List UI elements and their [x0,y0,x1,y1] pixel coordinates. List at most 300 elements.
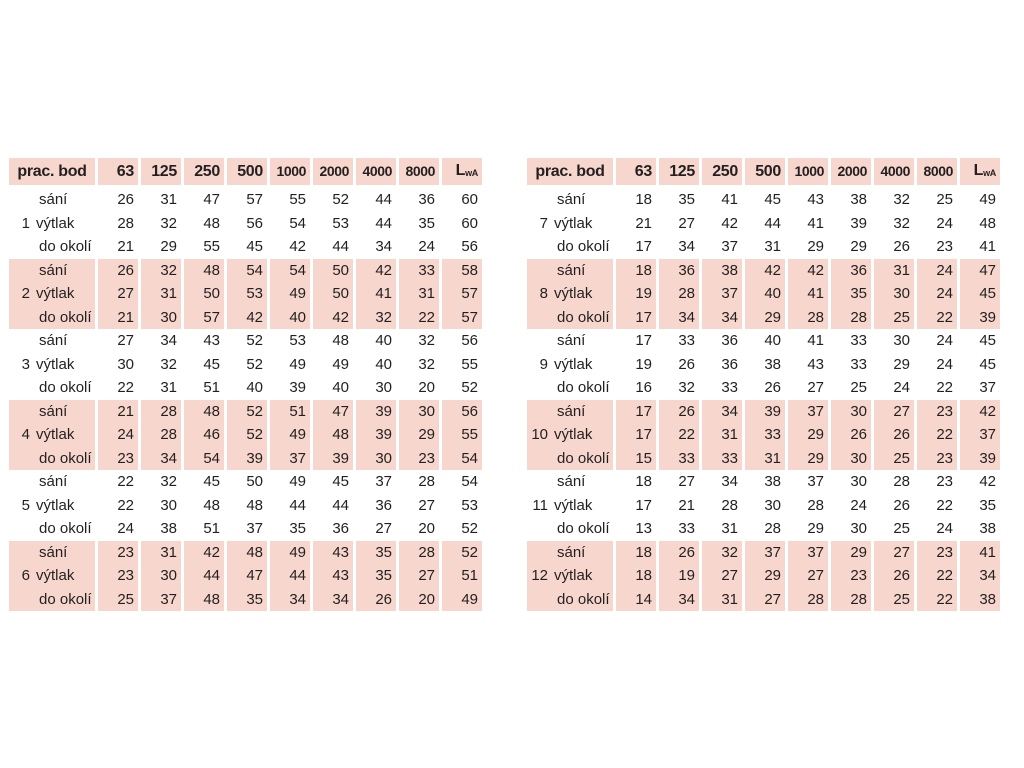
row-label [527,376,613,400]
value-cell: 30 [850,520,867,537]
position-label: sání [557,332,586,349]
value-cell: 22 [117,496,134,514]
value-cell: 49 [332,355,349,373]
point-number: 2 [21,285,30,302]
table-row [9,541,482,565]
table-row [9,517,482,541]
value-cell: 48 [203,214,220,232]
value-cell: 49 [289,473,306,490]
value-cell: 33 [659,447,699,471]
header-cell: 1000 [788,158,828,185]
value-cell: 28 [788,306,828,330]
value-cell: 22 [917,306,957,330]
table-row [527,188,1000,212]
value-cell: 39 [850,214,867,232]
value-cell: 37 [270,447,310,471]
value-cell: 56 [246,214,263,232]
row-label [9,212,95,236]
row-label [9,306,95,330]
value-cell: 52 [332,191,349,208]
value-cell: 33 [399,259,439,283]
value-cell: 24 [850,496,867,514]
header-cell: 63 [616,158,656,185]
value-cell: 23 [98,447,138,471]
point-number: 1 [21,214,30,232]
value-cell: 45 [203,473,220,490]
lwa-value-cell: 60 [461,191,478,208]
value-cell: 26 [893,496,910,514]
lwa-value-cell: 39 [960,447,1000,471]
value-cell: 35 [227,588,267,612]
value-cell: 27 [874,541,914,565]
value-cell: 21 [635,214,652,232]
table-row [9,423,482,447]
header-cell-lwa [960,158,1000,185]
value-cell: 35 [356,564,396,588]
row-label [9,541,95,565]
value-cell: 26 [356,588,396,612]
position-label: výtlak [36,567,75,584]
value-cell: 28 [141,400,181,424]
position-label: do okolí [39,449,92,467]
value-cell: 29 [893,355,910,373]
value-cell: 27 [375,520,392,537]
table-row [9,235,482,259]
table-row [527,376,1000,400]
lwa-value-cell: 37 [960,423,1000,447]
value-cell: 51 [203,379,220,396]
value-cell: 26 [874,423,914,447]
lwa-value-cell: 41 [960,541,1000,565]
value-cell: 31 [745,447,785,471]
value-cell: 24 [917,282,957,306]
value-cell: 16 [635,379,652,396]
header-cell: 125 [659,158,699,185]
row-label [9,353,95,377]
value-cell: 30 [375,379,392,396]
lwa-value-cell: 45 [979,355,996,373]
lwa-sub: wA [465,168,478,178]
row-label [9,188,95,212]
position-label: do okolí [557,379,610,396]
point-number: 3 [21,355,30,373]
value-cell: 40 [332,379,349,396]
row-label [527,306,613,330]
value-cell: 33 [745,423,785,447]
value-cell: 46 [184,423,224,447]
value-cell: 30 [141,306,181,330]
row-label [527,329,613,353]
value-cell: 37 [246,520,263,537]
value-cell: 39 [745,400,785,424]
value-cell: 27 [678,473,695,490]
value-cell: 36 [332,520,349,537]
value-cell: 26 [893,238,910,255]
value-cell: 26 [659,400,699,424]
value-cell: 36 [659,259,699,283]
value-cell: 47 [203,191,220,208]
value-cell: 27 [399,564,439,588]
value-cell: 32 [356,306,396,330]
point-group [9,470,482,541]
header-cell: 8000 [399,158,439,185]
value-cell: 19 [635,355,652,373]
row-label [9,235,95,259]
position-label: do okolí [557,238,610,255]
value-cell: 25 [850,379,867,396]
value-cell: 28 [117,214,134,232]
point-number: 4 [21,426,30,443]
lwa-value-cell: 58 [442,259,482,283]
value-cell: 27 [702,564,742,588]
value-cell: 43 [807,355,824,373]
row-label [527,541,613,565]
header-cell: 500 [745,158,785,185]
value-cell: 41 [807,214,824,232]
value-cell: 29 [807,238,824,255]
value-cell: 29 [850,238,867,255]
value-cell: 51 [270,400,310,424]
header-cell: 500 [227,158,267,185]
value-cell: 55 [289,191,306,208]
value-cell: 28 [418,473,435,490]
value-cell: 18 [616,564,656,588]
value-cell: 50 [184,282,224,306]
value-cell: 42 [313,306,353,330]
position-label: sání [39,261,68,279]
value-cell: 44 [270,564,310,588]
value-cell: 21 [98,400,138,424]
value-cell: 38 [160,520,177,537]
value-cell: 40 [764,332,781,349]
header-cell: 2000 [313,158,353,185]
lwa-value-cell: 38 [960,588,1000,612]
row-label [9,470,95,494]
value-cell: 45 [332,473,349,490]
row-label [9,400,95,424]
value-cell: 33 [678,332,695,349]
table-row [9,564,482,588]
value-cell: 43 [203,332,220,349]
value-cell: 54 [184,447,224,471]
table-header [9,158,482,188]
value-cell: 28 [764,520,781,537]
value-cell: 34 [160,332,177,349]
value-cell: 24 [98,423,138,447]
value-cell: 42 [356,259,396,283]
table-row [527,447,1000,471]
value-cell: 29 [160,238,177,255]
value-cell: 31 [160,191,177,208]
row-label [527,588,613,612]
row-label [527,423,613,447]
value-cell: 27 [745,588,785,612]
value-cell: 40 [246,379,263,396]
value-cell: 53 [289,332,306,349]
value-cell: 30 [399,400,439,424]
value-cell: 42 [289,238,306,255]
value-cell: 17 [635,496,652,514]
point-group [9,541,482,612]
value-cell: 29 [788,447,828,471]
row-label [9,564,95,588]
value-cell: 42 [788,259,828,283]
table-row [527,329,1000,353]
position-label: do okolí [557,590,610,608]
table-row [527,306,1000,330]
value-cell: 42 [184,541,224,565]
row-label [527,564,613,588]
value-cell: 48 [227,541,267,565]
value-cell: 37 [141,588,181,612]
value-cell: 24 [418,238,435,255]
value-cell: 35 [678,191,695,208]
value-cell: 45 [764,191,781,208]
value-cell: 34 [721,473,738,490]
value-cell: 57 [246,191,263,208]
table-row [527,564,1000,588]
point-group [527,259,1000,330]
value-cell: 34 [141,447,181,471]
value-cell: 32 [418,355,435,373]
value-cell: 19 [616,282,656,306]
value-cell: 30 [117,355,134,373]
value-cell: 40 [375,332,392,349]
table-row [9,306,482,330]
position-label: sání [39,543,68,561]
value-cell: 30 [141,564,181,588]
value-cell: 52 [246,332,263,349]
value-cell: 24 [936,332,953,349]
lwa-value-cell: 42 [979,473,996,490]
point-group [9,259,482,330]
position-label: sání [557,402,586,420]
row-label [527,517,613,541]
table-row [9,470,482,494]
table-row [9,376,482,400]
header-cell: 63 [98,158,138,185]
value-cell: 17 [635,238,652,255]
value-cell: 17 [635,332,652,349]
value-cell: 26 [117,191,134,208]
header-cell: 8000 [917,158,957,185]
header-cell: 1000 [270,158,310,185]
row-label [527,259,613,283]
value-cell: 26 [659,541,699,565]
row-label [9,423,95,447]
value-cell: 44 [375,214,392,232]
point-number: 10 [531,426,548,443]
value-cell: 41 [356,282,396,306]
value-cell: 24 [936,214,953,232]
value-cell: 32 [160,355,177,373]
value-cell: 37 [745,541,785,565]
position-label: výtlak [554,496,593,514]
value-cell: 42 [745,259,785,283]
value-cell: 48 [332,332,349,349]
value-cell: 22 [936,496,953,514]
value-cell: 48 [184,259,224,283]
position-label: výtlak [554,355,593,373]
lwa-value-cell: 55 [461,355,478,373]
row-label [9,517,95,541]
row-label [9,259,95,283]
value-cell: 37 [375,473,392,490]
value-cell: 17 [616,306,656,330]
value-cell: 34 [678,238,695,255]
value-cell: 23 [98,541,138,565]
row-label [9,282,95,306]
lwa-value-cell: 39 [960,306,1000,330]
row-label [527,235,613,259]
value-cell: 18 [635,473,652,490]
value-cell: 26 [874,564,914,588]
value-cell: 17 [616,400,656,424]
point-number: 7 [539,214,548,232]
value-cell: 23 [917,400,957,424]
value-cell: 37 [702,282,742,306]
value-cell: 21 [98,306,138,330]
header-cell: 4000 [356,158,396,185]
value-cell: 53 [227,282,267,306]
header-cell: 250 [702,158,742,185]
value-cell: 54 [270,259,310,283]
lwa-value-cell: 52 [461,520,478,537]
value-cell: 29 [807,520,824,537]
value-cell: 22 [117,473,134,490]
lwa-value-cell: 37 [979,379,996,396]
value-cell: 43 [313,564,353,588]
value-cell: 30 [356,447,396,471]
value-cell: 54 [289,214,306,232]
value-cell: 44 [764,214,781,232]
position-label: sání [557,473,586,490]
position-label: výtlak [36,496,75,514]
value-cell: 29 [788,423,828,447]
value-cell: 27 [874,400,914,424]
value-cell: 25 [874,306,914,330]
value-cell: 49 [270,423,310,447]
value-cell: 44 [375,191,392,208]
value-cell: 30 [160,496,177,514]
value-cell: 33 [721,379,738,396]
value-cell: 24 [117,520,134,537]
position-label: sání [557,543,586,561]
table-row [527,517,1000,541]
position-label: do okolí [557,449,610,467]
value-cell: 36 [721,355,738,373]
value-cell: 24 [917,259,957,283]
value-cell: 34 [702,400,742,424]
point-number: 5 [21,496,30,514]
value-cell: 18 [616,541,656,565]
position-label: výtlak [36,355,75,373]
value-cell: 22 [917,588,957,612]
value-cell: 18 [635,191,652,208]
table-row [527,282,1000,306]
position-label: do okolí [39,520,92,537]
value-cell: 41 [721,191,738,208]
value-cell: 39 [356,423,396,447]
value-cell: 44 [184,564,224,588]
value-cell: 26 [764,379,781,396]
value-cell: 29 [831,541,871,565]
value-cell: 50 [246,473,263,490]
value-cell: 53 [332,214,349,232]
value-cell: 23 [936,473,953,490]
value-cell: 41 [807,332,824,349]
value-cell: 34 [659,306,699,330]
value-cell: 26 [98,259,138,283]
table-row [9,494,482,518]
row-label [527,212,613,236]
position-label: výtlak [554,214,593,232]
value-cell: 34 [313,588,353,612]
value-cell: 39 [313,447,353,471]
lwa-value-cell: 38 [979,520,996,537]
lwa-main: L [973,162,984,179]
value-cell: 23 [917,447,957,471]
point-group [527,541,1000,612]
value-cell: 22 [936,379,953,396]
value-cell: 30 [850,473,867,490]
value-cell: 22 [917,423,957,447]
value-cell: 28 [721,496,738,514]
value-cell: 28 [399,541,439,565]
lwa-value-cell: 47 [960,259,1000,283]
lwa-value-cell: 34 [960,564,1000,588]
lwa-value-cell: 45 [960,282,1000,306]
header-cell: prac. bod [527,158,613,185]
value-cell: 38 [764,355,781,373]
table-row [527,541,1000,565]
table-row [527,212,1000,236]
noise-table-left [6,158,485,611]
value-cell: 42 [227,306,267,330]
table-row [527,470,1000,494]
value-cell: 25 [893,520,910,537]
point-number: 6 [21,567,30,584]
value-cell: 30 [831,400,871,424]
value-cell: 23 [917,541,957,565]
lwa-value-cell: 55 [442,423,482,447]
lwa-main: L [455,162,466,179]
table-row [527,588,1000,612]
value-cell: 32 [893,191,910,208]
value-cell: 54 [227,259,267,283]
value-cell: 36 [721,332,738,349]
point-group [527,188,1000,259]
value-cell: 28 [831,588,871,612]
row-label [527,282,613,306]
value-cell: 37 [788,541,828,565]
value-cell: 57 [184,306,224,330]
value-cell: 35 [831,282,871,306]
value-cell: 39 [289,379,306,396]
row-label [9,329,95,353]
value-cell: 22 [659,423,699,447]
value-cell: 27 [788,564,828,588]
value-cell: 23 [831,564,871,588]
row-label [9,588,95,612]
value-cell: 44 [289,496,306,514]
value-cell: 15 [616,447,656,471]
value-cell: 48 [184,400,224,424]
value-cell: 49 [270,282,310,306]
table-row [9,212,482,236]
point-group [527,329,1000,400]
value-cell: 35 [289,520,306,537]
